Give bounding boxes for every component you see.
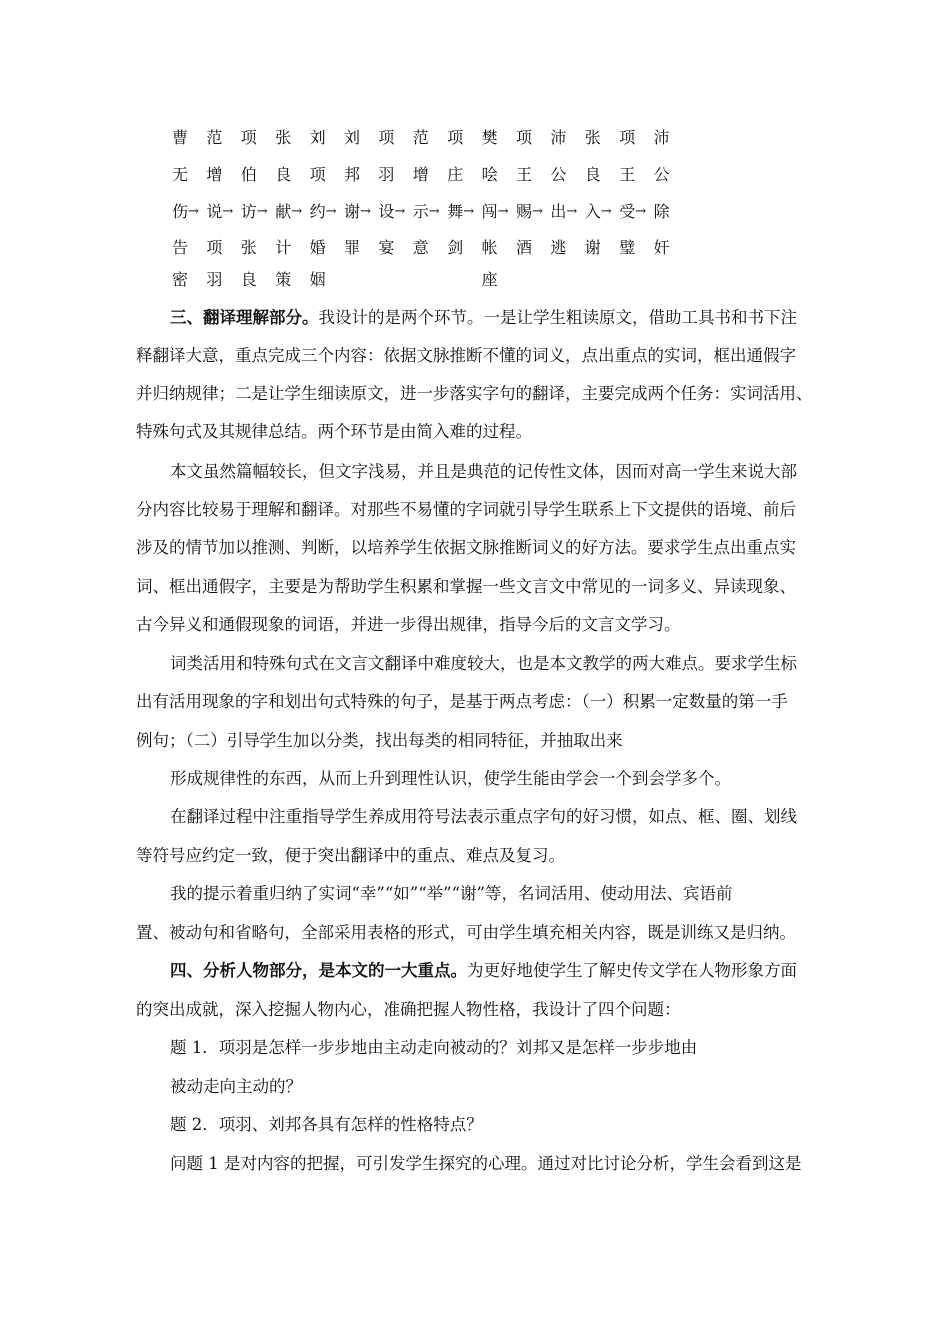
char-cell: 良 xyxy=(275,165,292,184)
char-cell: 除 xyxy=(653,202,670,221)
section-four-line-1 xyxy=(170,959,860,983)
char-cell: 帐 xyxy=(481,238,498,257)
char-cell: 闯 xyxy=(481,202,498,221)
char-cell: 剑 xyxy=(447,238,464,257)
char-cell: 出 xyxy=(550,202,567,221)
text-line: 古今异义和通假现象的词语，并进一步得出规律，指导今后的文言文学习。 xyxy=(136,615,681,634)
char-cell: 谢 xyxy=(344,202,361,221)
char-cell: 酒 xyxy=(516,238,533,257)
char-cell: 哙 xyxy=(481,165,498,184)
char-cell: 项 xyxy=(516,128,533,147)
arrow-glyph: → xyxy=(256,204,268,219)
char-cell: 沛 xyxy=(550,128,567,147)
char-cell: 计 xyxy=(275,238,292,257)
text-line: 词类活用和特殊句式在文言文翻译中难度较大，也是本文教学的两大难点。要求学生标 xyxy=(170,654,797,673)
text-line: 为更好地使学生了解史传文学在人物形象方面 xyxy=(467,961,797,980)
char-cell: 沛 xyxy=(653,128,670,147)
char-cell: 樊 xyxy=(481,128,498,147)
char-cell: 庄 xyxy=(447,165,464,184)
char-cell: 密 xyxy=(172,270,189,289)
arrow-glyph: → xyxy=(222,204,234,219)
char-cell: 张 xyxy=(275,128,292,147)
char-cell: 无 xyxy=(172,165,189,184)
char-cell: 公 xyxy=(653,165,670,184)
char-cell: 座 xyxy=(481,270,498,289)
text-line: 问题 1 是对内容的把握，可引发学生探究的心理。通过对比讨论分析，学生会看到这是 xyxy=(170,1154,802,1173)
char-cell: 告 xyxy=(172,238,189,257)
char-cell: 示 xyxy=(412,202,429,221)
text-line: 在翻译过程中注重指导学生养成用符号法表示重点字句的好习惯，如点、框、圈、划线 xyxy=(170,807,797,826)
text-line: 等符号应约定一致，便于突出翻译中的重点、难点及复习。 xyxy=(136,846,565,865)
char-cell: 张 xyxy=(240,238,257,257)
char-cell: 项 xyxy=(378,128,395,147)
text-line: 特殊句式及其规律总结。两个环节是由简入难的过程。 xyxy=(136,422,532,441)
char-cell: 范 xyxy=(412,128,429,147)
question-2: 题 2．项羽、刘邦各具有怎样的性格特点？ xyxy=(170,1115,483,1134)
char-cell: 说 xyxy=(206,202,223,221)
text-line: 的突出成就，深入挖掘人物内心，准确把握人物性格，我设计了四个问题： xyxy=(136,1000,681,1019)
char-cell: 约 xyxy=(309,202,326,221)
question-1-line-2: 被动走向主动的？ xyxy=(170,1077,302,1096)
char-cell: 刘 xyxy=(344,128,361,147)
char-cell: 项 xyxy=(309,165,326,184)
text-line: 例句；（二）引导学生加以分类，找出每类的相同特征，并抽取出来 xyxy=(136,731,623,750)
char-cell: 舞 xyxy=(447,202,464,221)
char-cell: 增 xyxy=(206,165,223,184)
question-1-line-1: 题 1．项羽是怎样一步步地由主动走向被动的？刘邦又是怎样一步步地由 xyxy=(170,1038,698,1057)
char-cell: 公 xyxy=(550,165,567,184)
char-cell: 项 xyxy=(619,128,636,147)
char-cell: 赐 xyxy=(516,202,533,221)
char-cell: 宴 xyxy=(378,238,395,257)
arrow-glyph: → xyxy=(600,204,612,219)
arrow-glyph: → xyxy=(532,204,543,219)
arrow-glyph: → xyxy=(360,204,371,219)
char-cell: 罪 xyxy=(344,238,361,257)
char-cell: 增 xyxy=(412,165,429,184)
char-cell: 羽 xyxy=(206,270,223,289)
arrow-glyph: → xyxy=(635,204,647,219)
char-cell: 伯 xyxy=(240,165,257,184)
char-cell: 羽 xyxy=(378,165,395,184)
arrow-glyph: → xyxy=(463,204,475,219)
text-line: 我设计的是两个环节。一是让学生粗读原文，借助工具书和书下注 xyxy=(318,308,797,327)
char-cell: 项 xyxy=(447,128,464,147)
char-cell: 刘 xyxy=(309,128,326,147)
char-cell: 项 xyxy=(206,238,223,257)
text-line: 释翻译大意，重点完成三个内容：依据文脉推断不懂的词义，点出重点的实词，框出通假字 xyxy=(136,346,796,365)
section-three-heading: 三、翻译理解部分。 xyxy=(170,308,319,327)
char-cell: 策 xyxy=(275,270,292,289)
text-line: 本文虽然篇幅较长，但文字浅易，并且是典范的记传性文体，因而对高一学生来说大部 xyxy=(170,462,797,481)
char-cell: 邦 xyxy=(344,165,361,184)
char-cell: 王 xyxy=(619,165,636,184)
arrow-glyph: → xyxy=(291,204,303,219)
char-cell: 曹 xyxy=(172,128,189,147)
char-cell: 璧 xyxy=(619,238,636,257)
text-line: 出有活用现象的字和划出句式特殊的句子，是基于两点考虑：（一）积累一定数量的第一手 xyxy=(136,692,788,711)
char-cell: 逃 xyxy=(550,238,567,257)
char-cell: 姻 xyxy=(309,270,326,289)
text-line: 置、被动句和省略句，全部采用表格的形式，可由学生填充相关内容，既是训练又是归纳。 xyxy=(136,923,796,942)
arrow-glyph: → xyxy=(188,204,199,219)
char-cell: 意 xyxy=(412,238,429,257)
text-line: 词、框出通假字，主要是为帮助学生积累和掌握一些文言文中常见的一词多义、异读现象、 xyxy=(136,577,796,596)
section-three-line-1 xyxy=(170,306,860,330)
char-cell: 王 xyxy=(516,165,533,184)
char-cell: 入 xyxy=(584,202,601,221)
arrow-glyph: → xyxy=(497,204,509,219)
arrow-glyph: → xyxy=(394,204,406,219)
text-line: 形成规律性的东西，从而上升到理性认识，使学生能由学会一个到会学多个。 xyxy=(170,769,731,788)
char-cell: 张 xyxy=(584,128,601,147)
char-cell: 访 xyxy=(240,202,257,221)
char-cell: 婚 xyxy=(309,238,326,257)
char-cell: 受 xyxy=(619,202,636,221)
char-cell: 谢 xyxy=(584,238,601,257)
char-cell: 设 xyxy=(378,202,395,221)
char-cell: 良 xyxy=(584,165,601,184)
char-cell: 良 xyxy=(240,270,257,289)
char-cell: 献 xyxy=(275,202,292,221)
text-line: 涉及的情节加以推测、判断，以培养学生依据文脉推断词义的好方法。要求学生点出重点实 xyxy=(136,538,796,557)
section-four-heading: 四、分析人物部分，是本文的一大重点。 xyxy=(170,961,467,980)
text-line: 并归纳规律；二是让学生细读原文，进一步落实字句的翻译，主要完成两个任务：实词活用、 xyxy=(136,384,813,403)
char-cell: 项 xyxy=(240,128,257,147)
text-line: 我的提示着重归纳了实词“幸”“如”“举”“谢”等，名词活用、使动用法、宾语前 xyxy=(170,884,733,903)
arrow-glyph: → xyxy=(566,204,578,219)
text-line: 分内容比较易于理解和翻译。对那些不易懂的字词就引导学生联系上下文提供的语境、前后 xyxy=(136,500,796,519)
char-cell: 范 xyxy=(206,128,223,147)
arrow-glyph: → xyxy=(428,204,440,219)
char-cell: 奸 xyxy=(653,238,670,257)
char-cell: 伤 xyxy=(172,202,189,221)
arrow-glyph: → xyxy=(325,204,337,219)
